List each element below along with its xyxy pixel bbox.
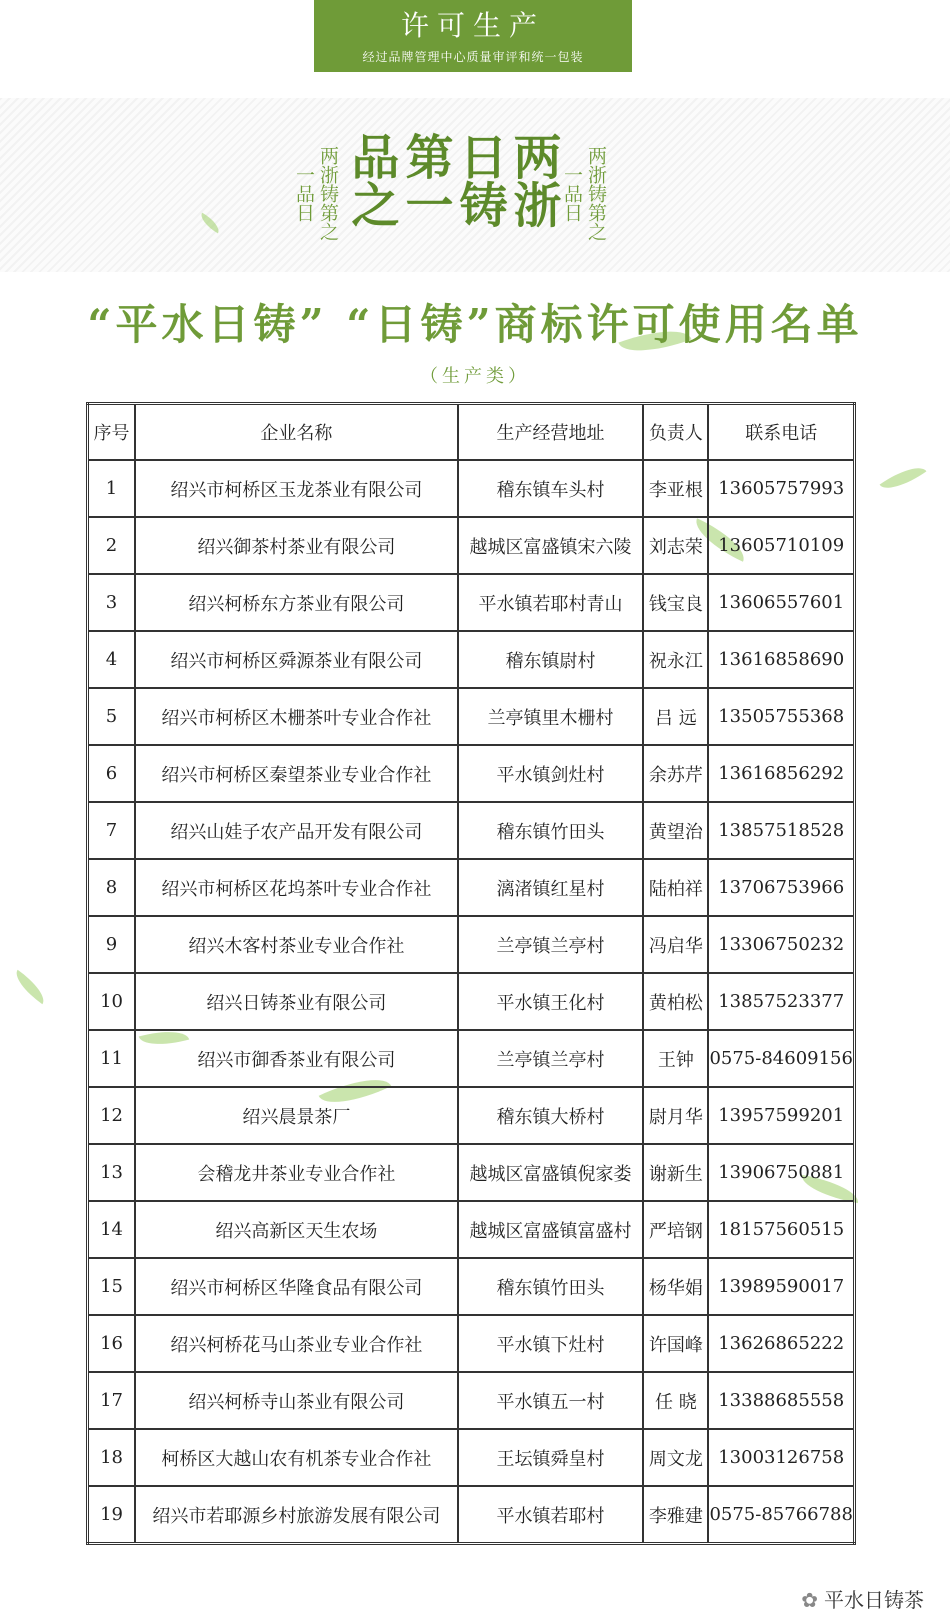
table-row bbox=[88, 1429, 855, 1486]
account-watermark bbox=[801, 1584, 924, 1613]
table-row bbox=[88, 688, 855, 745]
cell-phone: 0575-85766788 bbox=[708, 1486, 854, 1544]
header-address: 生产经营地址 bbox=[458, 404, 644, 461]
cell-company: 绍兴柯桥寺山茶业有限公司 bbox=[135, 1372, 458, 1429]
cell-address: 兰亭镇兰亭村 bbox=[458, 1030, 644, 1087]
cell-no: 11 bbox=[88, 1030, 136, 1087]
cell-company: 绍兴山娃子农产品开发有限公司 bbox=[135, 802, 458, 859]
cell-phone: 13626865222 bbox=[708, 1315, 854, 1372]
leaf-decoration bbox=[10, 970, 51, 1004]
cell-no: 14 bbox=[88, 1201, 136, 1258]
logo-right-text: 两浙铸第之一品日 bbox=[561, 145, 607, 241]
cell-company: 会稽龙井茶业专业合作社 bbox=[135, 1144, 458, 1201]
cell-person: 杨华娟 bbox=[643, 1258, 708, 1315]
cell-company: 绍兴高新区天生农场 bbox=[135, 1201, 458, 1258]
table-row bbox=[88, 460, 855, 517]
banner-subtitle: 经过品牌管理中心质量审评和统一包装 bbox=[362, 50, 584, 64]
cell-person: 冯启华 bbox=[643, 916, 708, 973]
cell-no: 5 bbox=[88, 688, 136, 745]
cell-person: 谢新生 bbox=[643, 1144, 708, 1201]
cell-address: 越城区富盛镇富盛村 bbox=[458, 1201, 644, 1258]
table-row bbox=[88, 1201, 855, 1258]
cell-company: 绍兴市柯桥区舜源茶业有限公司 bbox=[135, 631, 458, 688]
cell-address: 平水镇五一村 bbox=[458, 1372, 644, 1429]
logo-left-text: 两浙铸第之一品日 bbox=[293, 145, 339, 241]
cell-person: 王钟 bbox=[643, 1030, 708, 1087]
cell-company: 柯桥区大越山农有机茶专业合作社 bbox=[135, 1429, 458, 1486]
cell-address: 兰亭镇兰亭村 bbox=[458, 916, 644, 973]
table-row bbox=[88, 1258, 855, 1315]
cell-company: 绍兴市柯桥区玉龙茶业有限公司 bbox=[135, 460, 458, 517]
table-row bbox=[88, 973, 855, 1030]
page-title: “平水日铸” “日铸”商标许可使用名单 bbox=[87, 300, 863, 349]
header-person: 负责人 bbox=[643, 404, 708, 461]
cell-phone: 13957599201 bbox=[708, 1087, 854, 1144]
cell-address: 平水镇若耶村青山 bbox=[458, 574, 644, 631]
cell-phone: 13606557601 bbox=[708, 574, 854, 631]
cell-company: 绍兴木客村茶业专业合作社 bbox=[135, 916, 458, 973]
cell-person: 黄柏松 bbox=[643, 973, 708, 1030]
table-row bbox=[88, 631, 855, 688]
cell-no: 2 bbox=[88, 517, 136, 574]
cell-address: 稽东镇竹田头 bbox=[458, 802, 644, 859]
cell-person: 李亚根 bbox=[643, 460, 708, 517]
cell-no: 7 bbox=[88, 802, 136, 859]
cell-address: 王坛镇舜皇村 bbox=[458, 1429, 644, 1486]
cell-person: 余苏芹 bbox=[643, 745, 708, 802]
cell-company: 绍兴市柯桥区木栅茶叶专业合作社 bbox=[135, 688, 458, 745]
table-row bbox=[88, 574, 855, 631]
cell-company: 绍兴日铸茶业有限公司 bbox=[135, 973, 458, 1030]
cell-person: 尉月华 bbox=[643, 1087, 708, 1144]
cell-address: 平水镇若耶村 bbox=[458, 1486, 644, 1544]
cell-no: 3 bbox=[88, 574, 136, 631]
cell-company: 绍兴市柯桥区花坞茶叶专业合作社 bbox=[135, 859, 458, 916]
cell-address: 平水镇下灶村 bbox=[458, 1315, 644, 1372]
cell-person: 吕 远 bbox=[643, 688, 708, 745]
cell-no: 8 bbox=[88, 859, 136, 916]
wechat-icon: ✿ bbox=[801, 1588, 818, 1612]
cell-person: 严培钢 bbox=[643, 1201, 708, 1258]
cell-no: 9 bbox=[88, 916, 136, 973]
cell-person: 许国峰 bbox=[643, 1315, 708, 1372]
cell-person: 周文龙 bbox=[643, 1429, 708, 1486]
brand-logo bbox=[294, 128, 624, 248]
table-row bbox=[88, 1486, 855, 1544]
cell-phone: 13505755368 bbox=[708, 688, 854, 745]
logo-center-text: 两浙日铸第一品之 bbox=[343, 132, 561, 228]
cell-no: 12 bbox=[88, 1087, 136, 1144]
cell-address: 越城区富盛镇宋六陵 bbox=[458, 517, 644, 574]
cell-phone: 13306750232 bbox=[708, 916, 854, 973]
cell-address: 平水镇剑灶村 bbox=[458, 745, 644, 802]
table-row bbox=[88, 1372, 855, 1429]
cell-no: 4 bbox=[88, 631, 136, 688]
cell-company: 绍兴市柯桥区秦望茶业专业合作社 bbox=[135, 745, 458, 802]
cell-no: 17 bbox=[88, 1372, 136, 1429]
cell-address: 越城区富盛镇倪家娄 bbox=[458, 1144, 644, 1201]
table-header-row bbox=[88, 404, 855, 461]
cell-address: 平水镇王化村 bbox=[458, 973, 644, 1030]
cell-no: 18 bbox=[88, 1429, 136, 1486]
cell-person: 陆柏祥 bbox=[643, 859, 708, 916]
cell-company: 绍兴晨景茶厂 bbox=[135, 1087, 458, 1144]
cell-no: 10 bbox=[88, 973, 136, 1030]
table-row bbox=[88, 802, 855, 859]
cell-person: 钱宝良 bbox=[643, 574, 708, 631]
cell-no: 15 bbox=[88, 1258, 136, 1315]
table-row bbox=[88, 517, 855, 574]
table-row bbox=[88, 1030, 855, 1087]
cell-person: 刘志荣 bbox=[643, 517, 708, 574]
cell-phone: 13388685558 bbox=[708, 1372, 854, 1429]
cell-phone: 13605757993 bbox=[708, 460, 854, 517]
cell-phone: 13857518528 bbox=[708, 802, 854, 859]
cell-phone: 13906750881 bbox=[708, 1144, 854, 1201]
cell-no: 1 bbox=[88, 460, 136, 517]
cell-person: 李雅建 bbox=[643, 1486, 708, 1544]
cell-phone: 18157560515 bbox=[708, 1201, 854, 1258]
cell-phone: 13605710109 bbox=[708, 517, 854, 574]
cell-company: 绍兴御茶村茶业有限公司 bbox=[135, 517, 458, 574]
cell-company: 绍兴市御香茶业有限公司 bbox=[135, 1030, 458, 1087]
page-subtitle: （生产类） bbox=[420, 366, 530, 387]
header-phone: 联系电话 bbox=[708, 404, 854, 461]
table-row bbox=[88, 1144, 855, 1201]
cell-company: 绍兴市柯桥区华隆食品有限公司 bbox=[135, 1258, 458, 1315]
cell-no: 16 bbox=[88, 1315, 136, 1372]
header-no: 序号 bbox=[88, 404, 136, 461]
table-row bbox=[88, 1087, 855, 1144]
cell-no: 13 bbox=[88, 1144, 136, 1201]
cell-phone: 13706753966 bbox=[708, 859, 854, 916]
table-row bbox=[88, 1315, 855, 1372]
cell-person: 祝永江 bbox=[643, 631, 708, 688]
cell-phone: 13989590017 bbox=[708, 1258, 854, 1315]
license-table bbox=[86, 402, 856, 1545]
cell-phone: 13616856292 bbox=[708, 745, 854, 802]
header-company: 企业名称 bbox=[135, 404, 458, 461]
cell-no: 19 bbox=[88, 1486, 136, 1544]
table-row bbox=[88, 745, 855, 802]
cell-company: 绍兴市若耶源乡村旅游发展有限公司 bbox=[135, 1486, 458, 1544]
cell-address: 稽东镇车头村 bbox=[458, 460, 644, 517]
account-name: 平水日铸茶 bbox=[824, 1588, 924, 1612]
table-row bbox=[88, 859, 855, 916]
cell-address: 稽东镇尉村 bbox=[458, 631, 644, 688]
header-banner bbox=[314, 0, 632, 72]
cell-phone: 13616858690 bbox=[708, 631, 854, 688]
cell-person: 任 晓 bbox=[643, 1372, 708, 1429]
cell-address: 兰亭镇里木栅村 bbox=[458, 688, 644, 745]
cell-address: 稽东镇大桥村 bbox=[458, 1087, 644, 1144]
cell-company: 绍兴柯桥花马山茶业专业合作社 bbox=[135, 1315, 458, 1372]
banner-title: 许可生产 bbox=[400, 9, 545, 42]
cell-phone: 13003126758 bbox=[708, 1429, 854, 1486]
cell-address: 稽东镇竹田头 bbox=[458, 1258, 644, 1315]
cell-company: 绍兴柯桥东方茶业有限公司 bbox=[135, 574, 458, 631]
cell-address: 漓渚镇红星村 bbox=[458, 859, 644, 916]
cell-no: 6 bbox=[88, 745, 136, 802]
table-row bbox=[88, 916, 855, 973]
cell-person: 黄望治 bbox=[643, 802, 708, 859]
cell-phone: 13857523377 bbox=[708, 973, 854, 1030]
cell-phone: 0575-84609156 bbox=[708, 1030, 854, 1087]
leaf-decoration bbox=[880, 458, 927, 497]
